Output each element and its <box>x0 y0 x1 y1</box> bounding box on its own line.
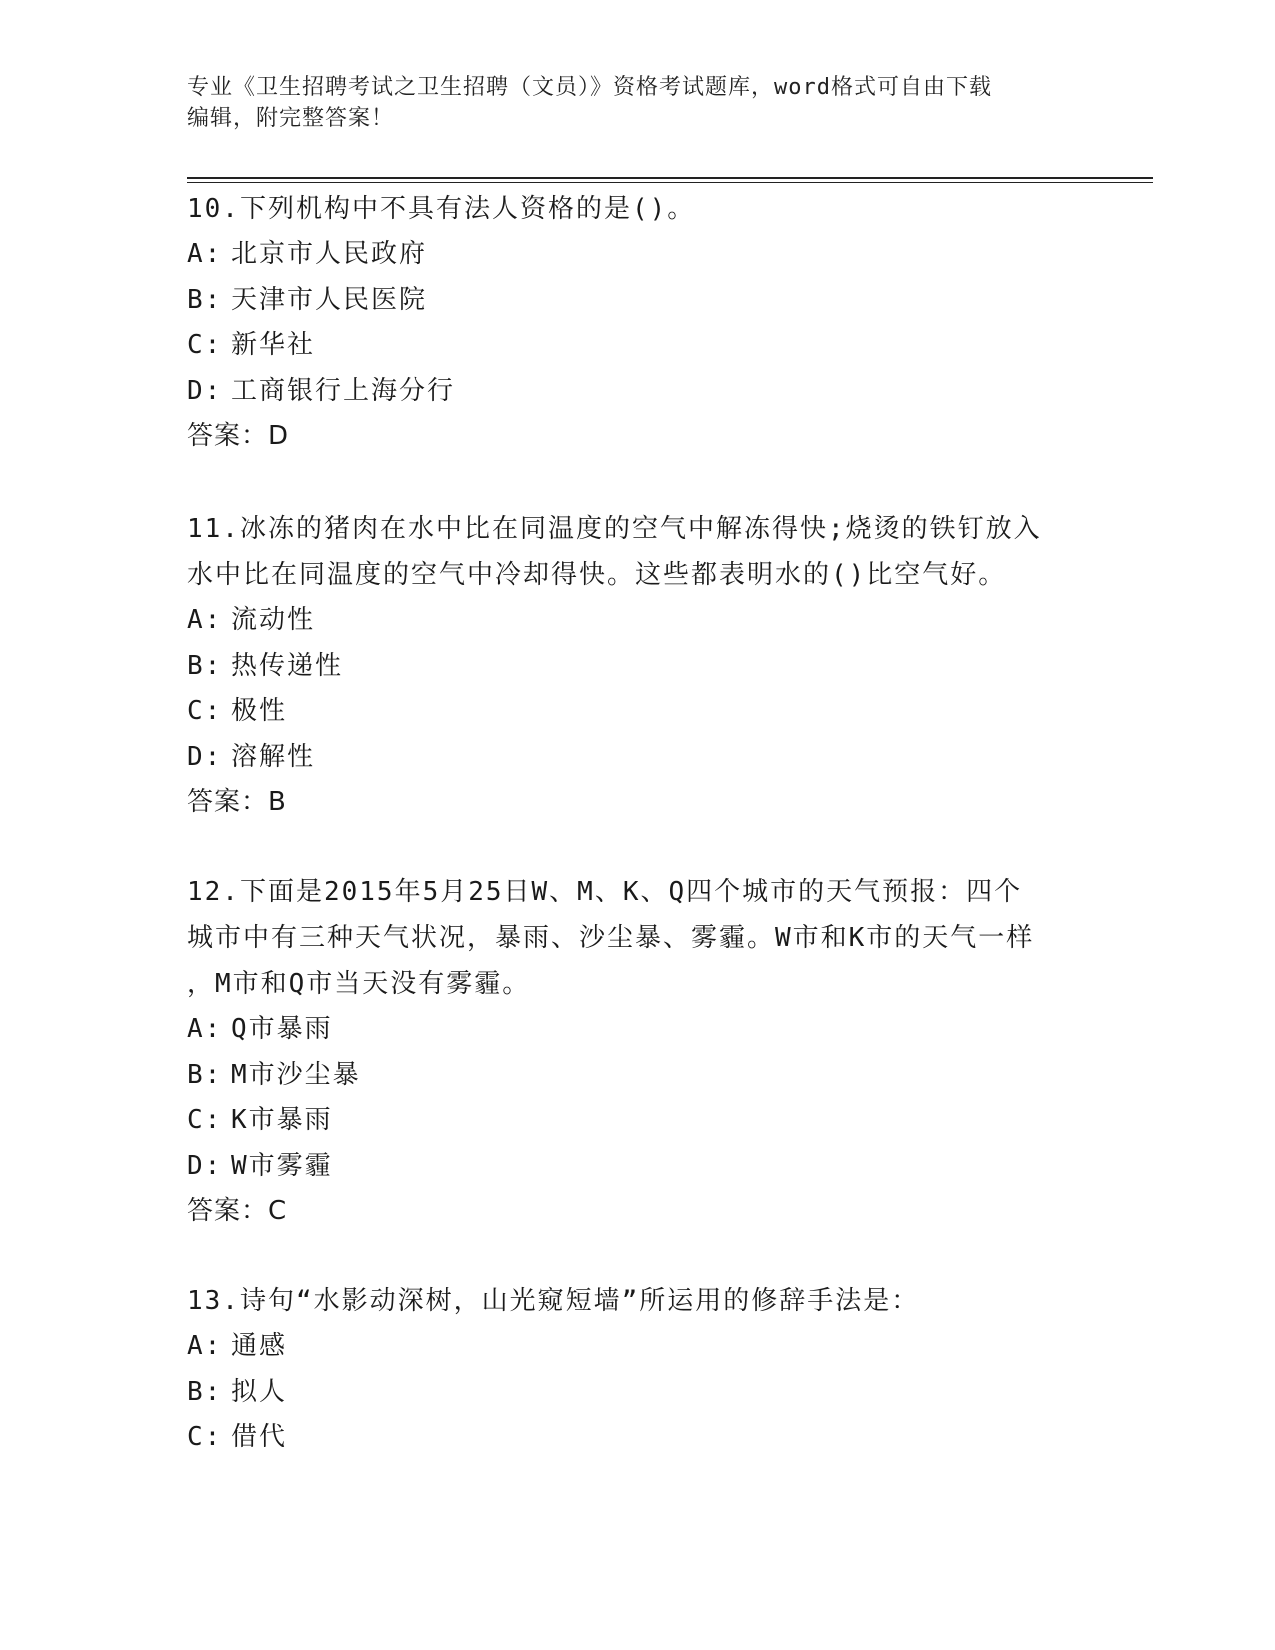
option-text: 溶解性 <box>231 741 316 772</box>
option-c <box>187 1415 1087 1461</box>
header-divider-thick <box>187 177 1153 179</box>
stem-line: ，M市和Q市当天没有雾霾。 <box>187 969 531 999</box>
option-b <box>187 1053 1087 1099</box>
option-text: 通感 <box>231 1331 288 1361</box>
option-text: 拟人 <box>231 1376 288 1407</box>
option-text: 新华社 <box>231 330 316 360</box>
stem-line: 12.下面是2015年5月25日W、M、K、Q四个城市的天气预报：四个 <box>187 877 1023 907</box>
option-a <box>187 1007 1087 1053</box>
option-b <box>187 1370 1087 1416</box>
option-c <box>187 323 1087 369</box>
question-10 <box>187 186 1087 459</box>
option-a <box>187 598 1087 644</box>
option-c <box>187 1098 1087 1144</box>
option-d <box>187 369 1087 415</box>
option-text: W市雾霾 <box>231 1150 333 1181</box>
question-13 <box>187 1278 1087 1461</box>
question-stem <box>187 1278 1087 1324</box>
header-line-2: 编辑，附完整答案！ <box>187 106 395 131</box>
answer: 答案：D <box>187 421 290 451</box>
stem-line: 水中比在同温度的空气中冷却得快。这些都表明水的()比空气好。 <box>187 560 1007 590</box>
answer: 答案：C <box>187 1196 288 1226</box>
header-divider-thin <box>187 182 1153 183</box>
option-text: Q市暴雨 <box>231 1014 333 1044</box>
option-d <box>187 735 1087 781</box>
stem-line: 11.冰冻的猪肉在水中比在同温度的空气中解冻得快;烧烫的铁钉放入 <box>187 514 1042 544</box>
option-text: 极性 <box>231 696 288 726</box>
option-b <box>187 644 1087 690</box>
option-label: C: <box>187 1422 223 1452</box>
option-text: K市暴雨 <box>231 1105 333 1135</box>
option-label: D: <box>187 741 223 772</box>
question-12 <box>187 869 1087 1234</box>
option-label: D: <box>187 1150 223 1181</box>
option-a <box>187 1324 1087 1370</box>
question-stem <box>187 186 1087 232</box>
option-d <box>187 1144 1087 1190</box>
option-label: C: <box>187 1105 223 1135</box>
option-text: 天津市人民医院 <box>231 284 428 315</box>
option-label: D: <box>187 375 223 406</box>
option-text: 热传递性 <box>231 650 344 681</box>
option-b <box>187 278 1087 324</box>
stem-line: 10.下列机构中不具有法人资格的是()。 <box>187 194 696 224</box>
document-header <box>187 72 1087 134</box>
header-line-1: 专业《卫生招聘考试之卫生招聘（文员）》资格考试题库，word格式可自由下载 <box>187 75 992 100</box>
option-label: B: <box>187 284 223 315</box>
option-text: 北京市人民政府 <box>231 239 428 269</box>
option-text: 借代 <box>231 1422 288 1452</box>
stem-line: 城市中有三种天气状况，暴雨、沙尘暴、雾霾。W市和K市的天气一样 <box>187 923 1035 953</box>
option-a <box>187 232 1087 278</box>
option-c <box>187 689 1087 735</box>
answer: 答案：B <box>187 787 287 817</box>
option-label: C: <box>187 330 223 360</box>
option-label: B: <box>187 650 223 681</box>
option-text: 流动性 <box>231 605 316 635</box>
option-label: A: <box>187 1014 223 1044</box>
option-label: C: <box>187 696 223 726</box>
option-label: B: <box>187 1059 223 1090</box>
stem-line: 13.诗句“水影动深树，山光窥短墙”所运用的修辞手法是： <box>187 1286 920 1316</box>
option-label: A: <box>187 239 223 269</box>
question-stem <box>187 869 1087 1007</box>
option-label: B: <box>187 1376 223 1407</box>
question-11 <box>187 506 1087 825</box>
question-stem <box>187 506 1087 598</box>
option-label: A: <box>187 605 223 635</box>
option-text: M市沙尘暴 <box>231 1059 361 1090</box>
option-text: 工商银行上海分行 <box>231 375 456 406</box>
option-label: A: <box>187 1331 223 1361</box>
